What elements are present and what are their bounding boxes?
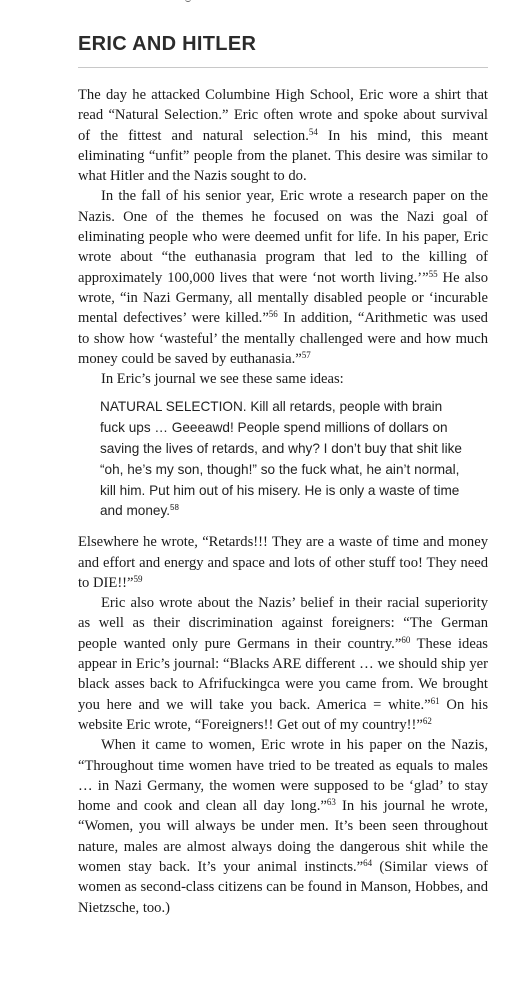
paragraph <box>78 735 488 918</box>
text-run: (Similar views of women as second-class citizens can be found in Manson, Hobbes, and Nietzsche, too.) <box>78 858 488 916</box>
text-run: In the fall of his senior year, Eric wrote a research paper on the Nazis. One of the themes he focused on was the Nazi goal of eliminating people who were deemed unfit for life. In his paper, Eric wrote about “the euthanasia program that led to the killing of approximately 100,000 lives that were ‘not worth living.’” <box>78 188 488 286</box>
section-heading: ERIC AND HITLER <box>78 33 257 55</box>
text-run: In Eric’s journal we see these same ideas: <box>101 371 344 388</box>
paragraphs-before-quote <box>78 85 488 389</box>
text-run: In his journal he wrote, “Women, you will always be under men. It’s been seen throughout nature, males are almost always doing the dangerous shit while the women stay back. It’s your animal instincts.” <box>78 798 488 875</box>
text-run: These ideas appear in Eric’s journal: “Blacks ARE different … we should ship yer black asses back to Afrifuckingca were you came from. We brought you here and we will take you back. America = white.” <box>78 635 488 713</box>
text-run: He also wrote, “in Nazi Germany, all mentally disabled people or ‘incurable mental defectives’ were killed.” <box>78 269 489 327</box>
body-text <box>78 85 488 918</box>
text-run: The day he attacked Columbine High School, Eric wore a shirt that read “Natural Selection.” Eric often wrote and spoke about survival of the fittest and natural selection. <box>78 87 488 144</box>
footnote-marker[interactable]: 59 <box>133 573 143 584</box>
text-run: In addition, “Arithmetic was used to show how ‘wasteful’ the mentally challenged were and how much money could be saved by euthanasia.” <box>78 310 488 367</box>
footnote-marker[interactable]: 63 <box>326 797 336 808</box>
footnote-marker[interactable]: 62 <box>422 715 432 726</box>
text-run: On his website Eric wrote, “Foreigners!! Get out of my country!!” <box>78 696 488 733</box>
footnote-marker[interactable]: 54 <box>308 126 318 137</box>
footnote-marker[interactable]: 64 <box>363 857 373 868</box>
paragraph <box>78 186 488 369</box>
page-top-mark <box>185 0 191 2</box>
footnote-marker[interactable]: 56 <box>268 309 278 320</box>
footnote-marker[interactable]: 57 <box>301 349 311 360</box>
block-quote <box>100 397 465 522</box>
paragraph <box>78 593 488 735</box>
footnote-marker[interactable]: 61 <box>430 695 440 706</box>
text-run: Elsewhere he wrote, “Retards!!! They are a waste of time and money and effort and energy and space and lots of other stuff too! They need to DIE!!” <box>78 534 488 591</box>
text-run: Eric also wrote about the Nazis’ belief in their racial superiority as well as their discrimination against foreigners: “The German people wanted only pure Germans in their country.” <box>78 595 488 652</box>
footnote-marker[interactable]: 58 <box>170 503 179 513</box>
paragraph <box>78 532 488 593</box>
text-run: NATURAL SELECTION. Kill all retards, people with brain fuck ups … Geeeawd! People spend millions of dollars on saving the lives of retards, and why? I don’t buy that shit like “oh, he’s my son, though!” so the fuck what, he ain’t normal, kill him. Put him out of his misery. He is only a waste of time and money. <box>100 399 462 519</box>
text-run: When it came to women, Eric wrote in his paper on the Nazis, “Throughout time women have tried to be treated as equals to males … in Nazi Germany, the women were supposed to be ‘glad’ to stay home and cook and clean all day long.” <box>78 737 488 815</box>
text-run: In his mind, this meant eliminating “unfit” people from the planet. This desire was similar to what Hitler and the Nazis sought to do. <box>78 127 488 185</box>
paragraphs-after-quote <box>78 532 488 918</box>
paragraph <box>78 369 488 389</box>
footnote-marker[interactable]: 60 <box>401 634 411 645</box>
heading-rule <box>78 67 488 68</box>
paragraph <box>78 85 488 186</box>
footnote-marker[interactable]: 55 <box>428 268 438 279</box>
